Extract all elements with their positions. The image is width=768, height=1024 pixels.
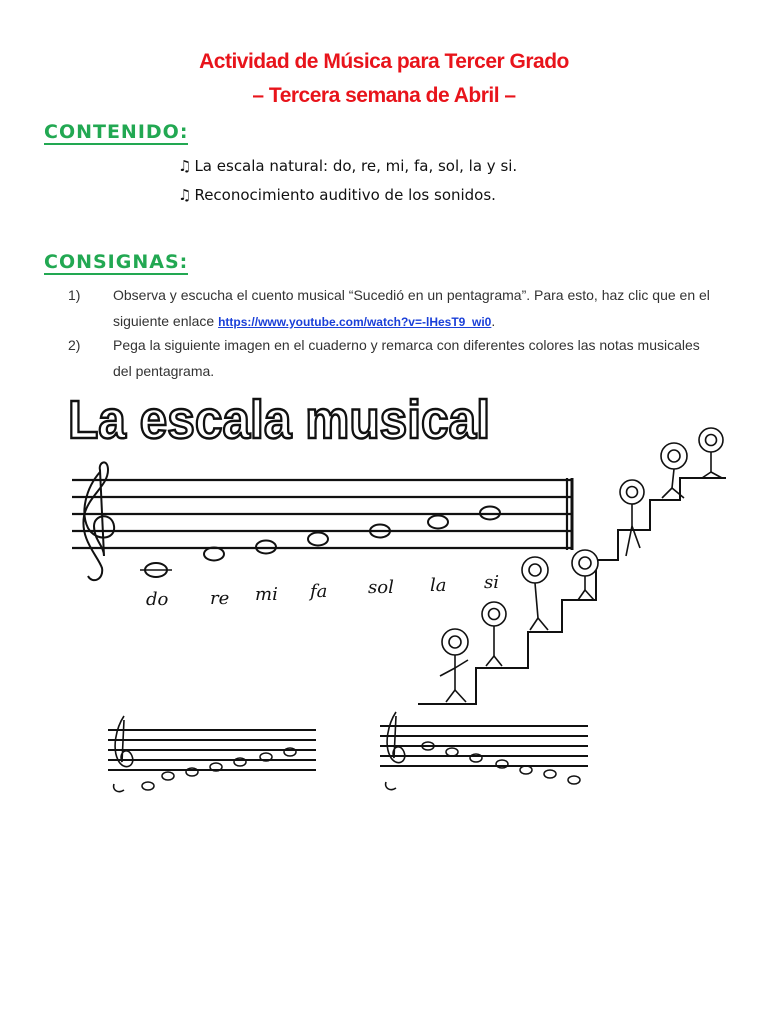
flower-icon: [620, 480, 644, 556]
flower-icon: [440, 629, 468, 702]
treble-clef-icon: [114, 716, 133, 792]
content-item-text: Reconocimiento auditivo de los sonidos.: [194, 186, 496, 204]
note-re: [204, 548, 224, 561]
scale-image-title: La escala musical: [68, 390, 490, 450]
flower-icon: [482, 602, 506, 666]
youtube-link[interactable]: https://www.youtube.com/watch?v=-lHesT9_wi0: [218, 315, 492, 329]
flower-icon: [699, 428, 723, 478]
music-note-icon: ♫: [178, 157, 192, 175]
contenido-heading: CONTENIDO:: [44, 121, 189, 143]
flower-characters: [440, 428, 723, 702]
instruction-number: 1): [68, 287, 81, 303]
note-label: la: [430, 575, 447, 596]
main-staff: [72, 478, 572, 550]
music-note-icon: ♫: [178, 186, 192, 204]
note-label: fa: [310, 581, 328, 602]
practice-staff-2: [380, 726, 588, 766]
note-label: re: [210, 588, 230, 609]
treble-clef-icon: [386, 712, 405, 790]
flower-icon: [661, 443, 687, 498]
instruction-number: 2): [68, 337, 81, 353]
note-fa: [308, 533, 328, 546]
instruction-period: .: [491, 313, 496, 329]
flower-icon: [522, 557, 548, 630]
flower-icon: [572, 550, 598, 600]
note-la: [428, 516, 448, 529]
instruction-text: Pega la siguiente imagen en el cuaderno y remarca con diferentes colores las notas musicales del pentagrama.: [113, 337, 700, 379]
scale-notes: [140, 507, 500, 578]
note-label: sol: [368, 577, 394, 598]
practice-notes-2: [422, 742, 580, 784]
consignas-heading: CONSIGNAS:: [44, 251, 189, 273]
activity-subtitle: – Tercera semana de Abril –: [252, 84, 516, 107]
instruction-body: Observa y escucha el cuento musical “Sucedió en un pentagrama”. Para esto, haz clic que en el siguiente enlace: [113, 287, 710, 329]
activity-title: Actividad de Música para Tercer Grado: [199, 50, 569, 73]
note-label: do: [146, 589, 169, 610]
note-label: mi: [255, 584, 278, 605]
note-label: si: [484, 572, 499, 593]
content-item-text: La escala natural: do, re, mi, fa, sol, la y si.: [194, 157, 518, 175]
